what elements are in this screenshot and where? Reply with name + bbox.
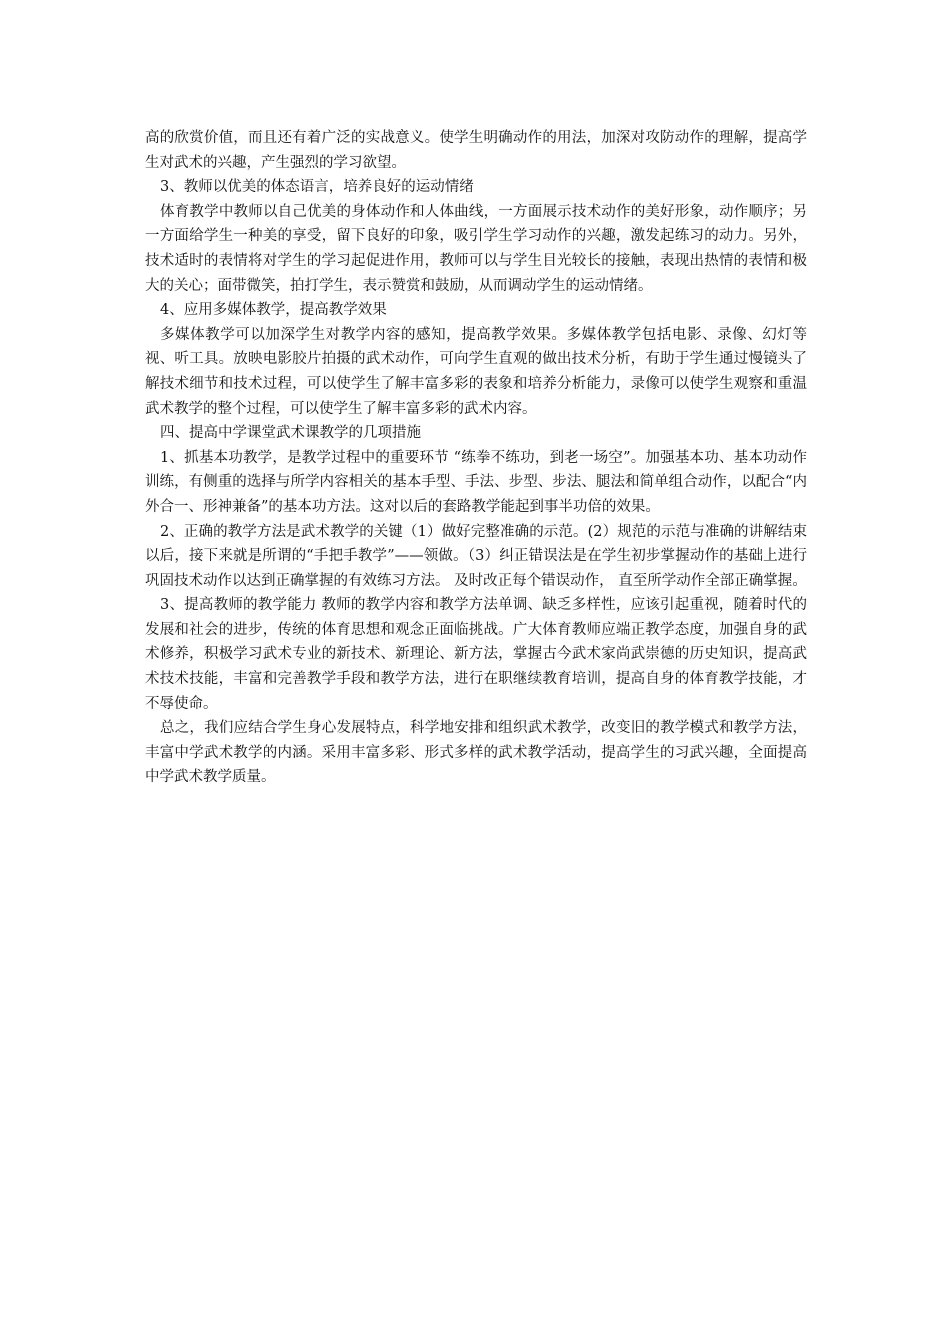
document-page bbox=[145, 126, 807, 790]
paragraph-multimedia: 多媒体教学可以加深学生对教学内容的感知，提高教学效果。多媒体教学包括电影、录像、幻灯等视、听工具。放映电影胶片拍摄的武术动作，可向学生直观的做出技术分析，有助于学生通过慢镜头了解技术细节和技术过程，可以使学生了解丰富多彩的表象和培养分析能力，录像可以使学生观察和重温武术教学的整个过程，可以使学生了解丰富多彩的武术内容。 bbox=[145, 326, 807, 417]
paragraph-teaching-methods: 2、正确的教学方法是武术教学的关键（1）做好完整准确的示范。(2）规范的示范与准确的讲解结束以后，接下来就是所谓的“手把手教学”——领做。（3）纠正错误法是在学生初步掌握动作的基础上进行巩固技术动作以达到正确掌握的有效练习方法。 及时改正每个错误动作， 直至所学动作全部正确掌握。 bbox=[145, 523, 807, 589]
paragraph-basic-skills: 1、抓基本功教学，是教学过程中的重要环节 “练拳不练功，到老一场空”。加强基本功、基本功动作训练，有侧重的选择与所学内容相关的基本手型、手法、步型、步法、腿法和简单组合动作，以配合“内外合一、形神兼备”的基本功方法。这对以后的套路教学能起到事半功倍的效果。 bbox=[145, 449, 807, 515]
section-heading-4: 4、应用多媒体教学，提高教学效果 bbox=[160, 302, 387, 319]
paragraph-conclusion: 总之，我们应结合学生身心发展特点，科学地安排和组织武术教学，改变旧的教学模式和教学方法，丰富中学武术教学的内涵。采用丰富多彩、形式多样的武术教学活动，提高学生的习武兴趣，全面提高中学武术教学质量。 bbox=[145, 720, 807, 786]
section-heading-measures: 四、提高中学课堂武术课教学的几项措施 bbox=[160, 425, 421, 442]
section-heading-3: 3、教师以优美的体态语言，培养良好的运动情绪 bbox=[160, 179, 474, 196]
paragraph-continued: 高的欣赏价值，而且还有着广泛的实战意义。使学生明确动作的用法，加深对攻防动作的理解，提高学生对武术的兴趣，产生强烈的学习欲望。 bbox=[145, 130, 807, 171]
paragraph-body-language: 体育教学中教师以自己优美的身体动作和人体曲线，一方面展示技术动作的美好形象，动作顺序；另一方面给学生一种美的享受，留下良好的印象，吸引学生学习动作的兴趣，激发起练习的动力。另外，技术适时的表情将对学生的学习起促进作用，教师可以与学生目光较长的接触，表现出热情的表情和极大的关心；面带微笑，拍打学生，表示赞赏和鼓励，从而调动学生的运动情绪。 bbox=[145, 203, 807, 294]
paragraph-teacher-ability: 3、提高教师的教学能力 教师的教学内容和教学方法单调、缺乏多样性，应该引起重视，随着时代的发展和社会的进步，传统的体育思想和观念正面临挑战。广大体育教师应端正教学态度，加强自身的武术修养，积极学习武术专业的新技术、新理论、新方法，掌握古今武术家尚武崇德的历史知识，提高武术技术技能，丰富和完善教学手段和教学方法，进行在职继续教育培训，提高自身的体育教学技能，才不辱使命。 bbox=[145, 597, 807, 712]
